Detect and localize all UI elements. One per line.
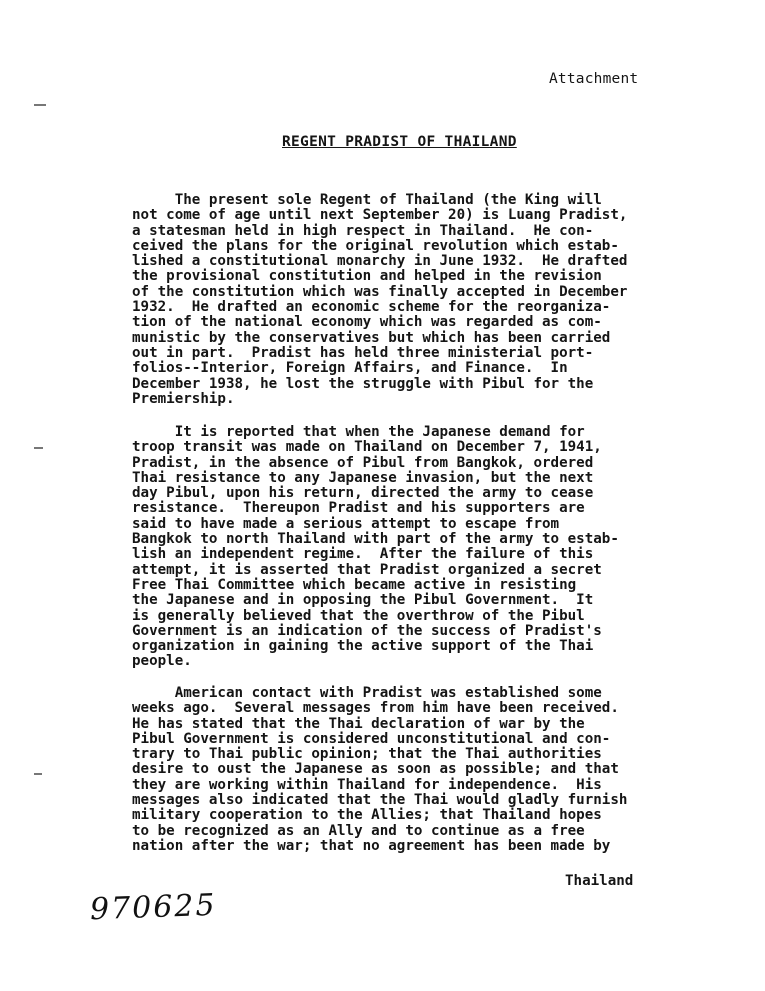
text-line: lished a constitutional monarchy in June 1932. He drafted [132, 253, 628, 270]
text-line: they are working within Thailand for independence. His [132, 776, 602, 793]
text-line: a statesman held in high respect in Thailand. He con- [132, 222, 594, 239]
text-line: Pradist, in the absence of Pibul from Bangkok, ordered [132, 454, 594, 471]
text-line: out in part. Pradist has held three ministerial port- [132, 344, 594, 361]
text-line: people. [132, 653, 192, 670]
text-line: Pibul Government is considered unconstitutional and con- [132, 730, 611, 747]
text-line: military cooperation to the Allies; that Thailand hopes [132, 807, 602, 824]
text-line: troop transit was made on Thailand on December 7, 1941, [132, 439, 602, 456]
text-line: He has stated that the Thai declaration of war by the [132, 715, 585, 732]
text-line: organization in gaining the active support of the Thai [132, 638, 594, 655]
text-line: Bangkok to north Thailand with part of the army to estab- [132, 531, 619, 548]
text-line: trary to Thai public opinion; that the Thai authorities [132, 746, 602, 763]
text-line: to be recognized as an Ally and to continue as a free [132, 822, 585, 839]
paragraph-3 [132, 686, 672, 854]
text-line: Premiership. [132, 390, 235, 407]
text-line: The present sole Regent of Thailand (the King will [132, 192, 602, 208]
text-line: the provisional constitution and helped in the revision [132, 268, 602, 285]
text-line: 1932. He drafted an economic scheme for the reorganiza- [132, 299, 611, 316]
catchword: Thailand [565, 873, 634, 889]
text-line: nation after the war; that no agreement has been made by [132, 837, 611, 854]
paragraph-1 [132, 193, 672, 407]
text-line: American contact with Pradist was established some [132, 685, 602, 701]
text-line: of the constitution which was finally accepted in December [132, 283, 628, 300]
text-line: Thai resistance to any Japanese invasion, but the next [132, 469, 594, 486]
text-line: said to have made a serious attempt to escape from [132, 515, 560, 532]
text-line: attempt, it is asserted that Pradist organized a secret [132, 561, 602, 578]
paragraph-2 [132, 425, 672, 670]
attachment-label: Attachment [549, 71, 639, 87]
text-line: Free Thai Committee which became active in resisting [132, 576, 577, 593]
handwritten-note: 970625 [89, 887, 218, 928]
text-line: messages also indicated that the Thai would gladly furnish [132, 792, 628, 809]
margin-mark [34, 447, 43, 449]
text-line: weeks ago. Several messages from him have been received. [132, 700, 619, 717]
text-line: ceived the plans for the original revolution which estab- [132, 237, 619, 254]
text-line: the Japanese and in opposing the Pibul Government. It [132, 592, 594, 609]
text-line: tion of the national economy which was regarded as com- [132, 314, 602, 331]
text-line: munistic by the conservatives but which has been carried [132, 329, 611, 346]
text-line: lish an independent regime. After the failure of this [132, 546, 594, 563]
margin-mark [34, 773, 42, 775]
text-line: not come of age until next September 20) is Luang Pradist, [132, 207, 628, 224]
text-line: It is reported that when the Japanese demand for [132, 424, 585, 440]
text-line: December 1938, he lost the struggle with Pibul for the [132, 375, 594, 392]
margin-mark [34, 104, 46, 106]
text-line: is generally believed that the overthrow of the Pibul [132, 607, 585, 624]
document-title: REGENT PRADIST OF THAILAND [282, 134, 517, 150]
text-line: folios--Interior, Foreign Affairs, and Finance. In [132, 360, 568, 377]
text-line: Government is an indication of the success of Pradist's [132, 622, 602, 639]
text-line: desire to oust the Japanese as soon as possible; and that [132, 761, 619, 778]
text-line: resistance. Thereupon Pradist and his supporters are [132, 500, 585, 517]
text-line: day Pibul, upon his return, directed the army to cease [132, 485, 594, 502]
